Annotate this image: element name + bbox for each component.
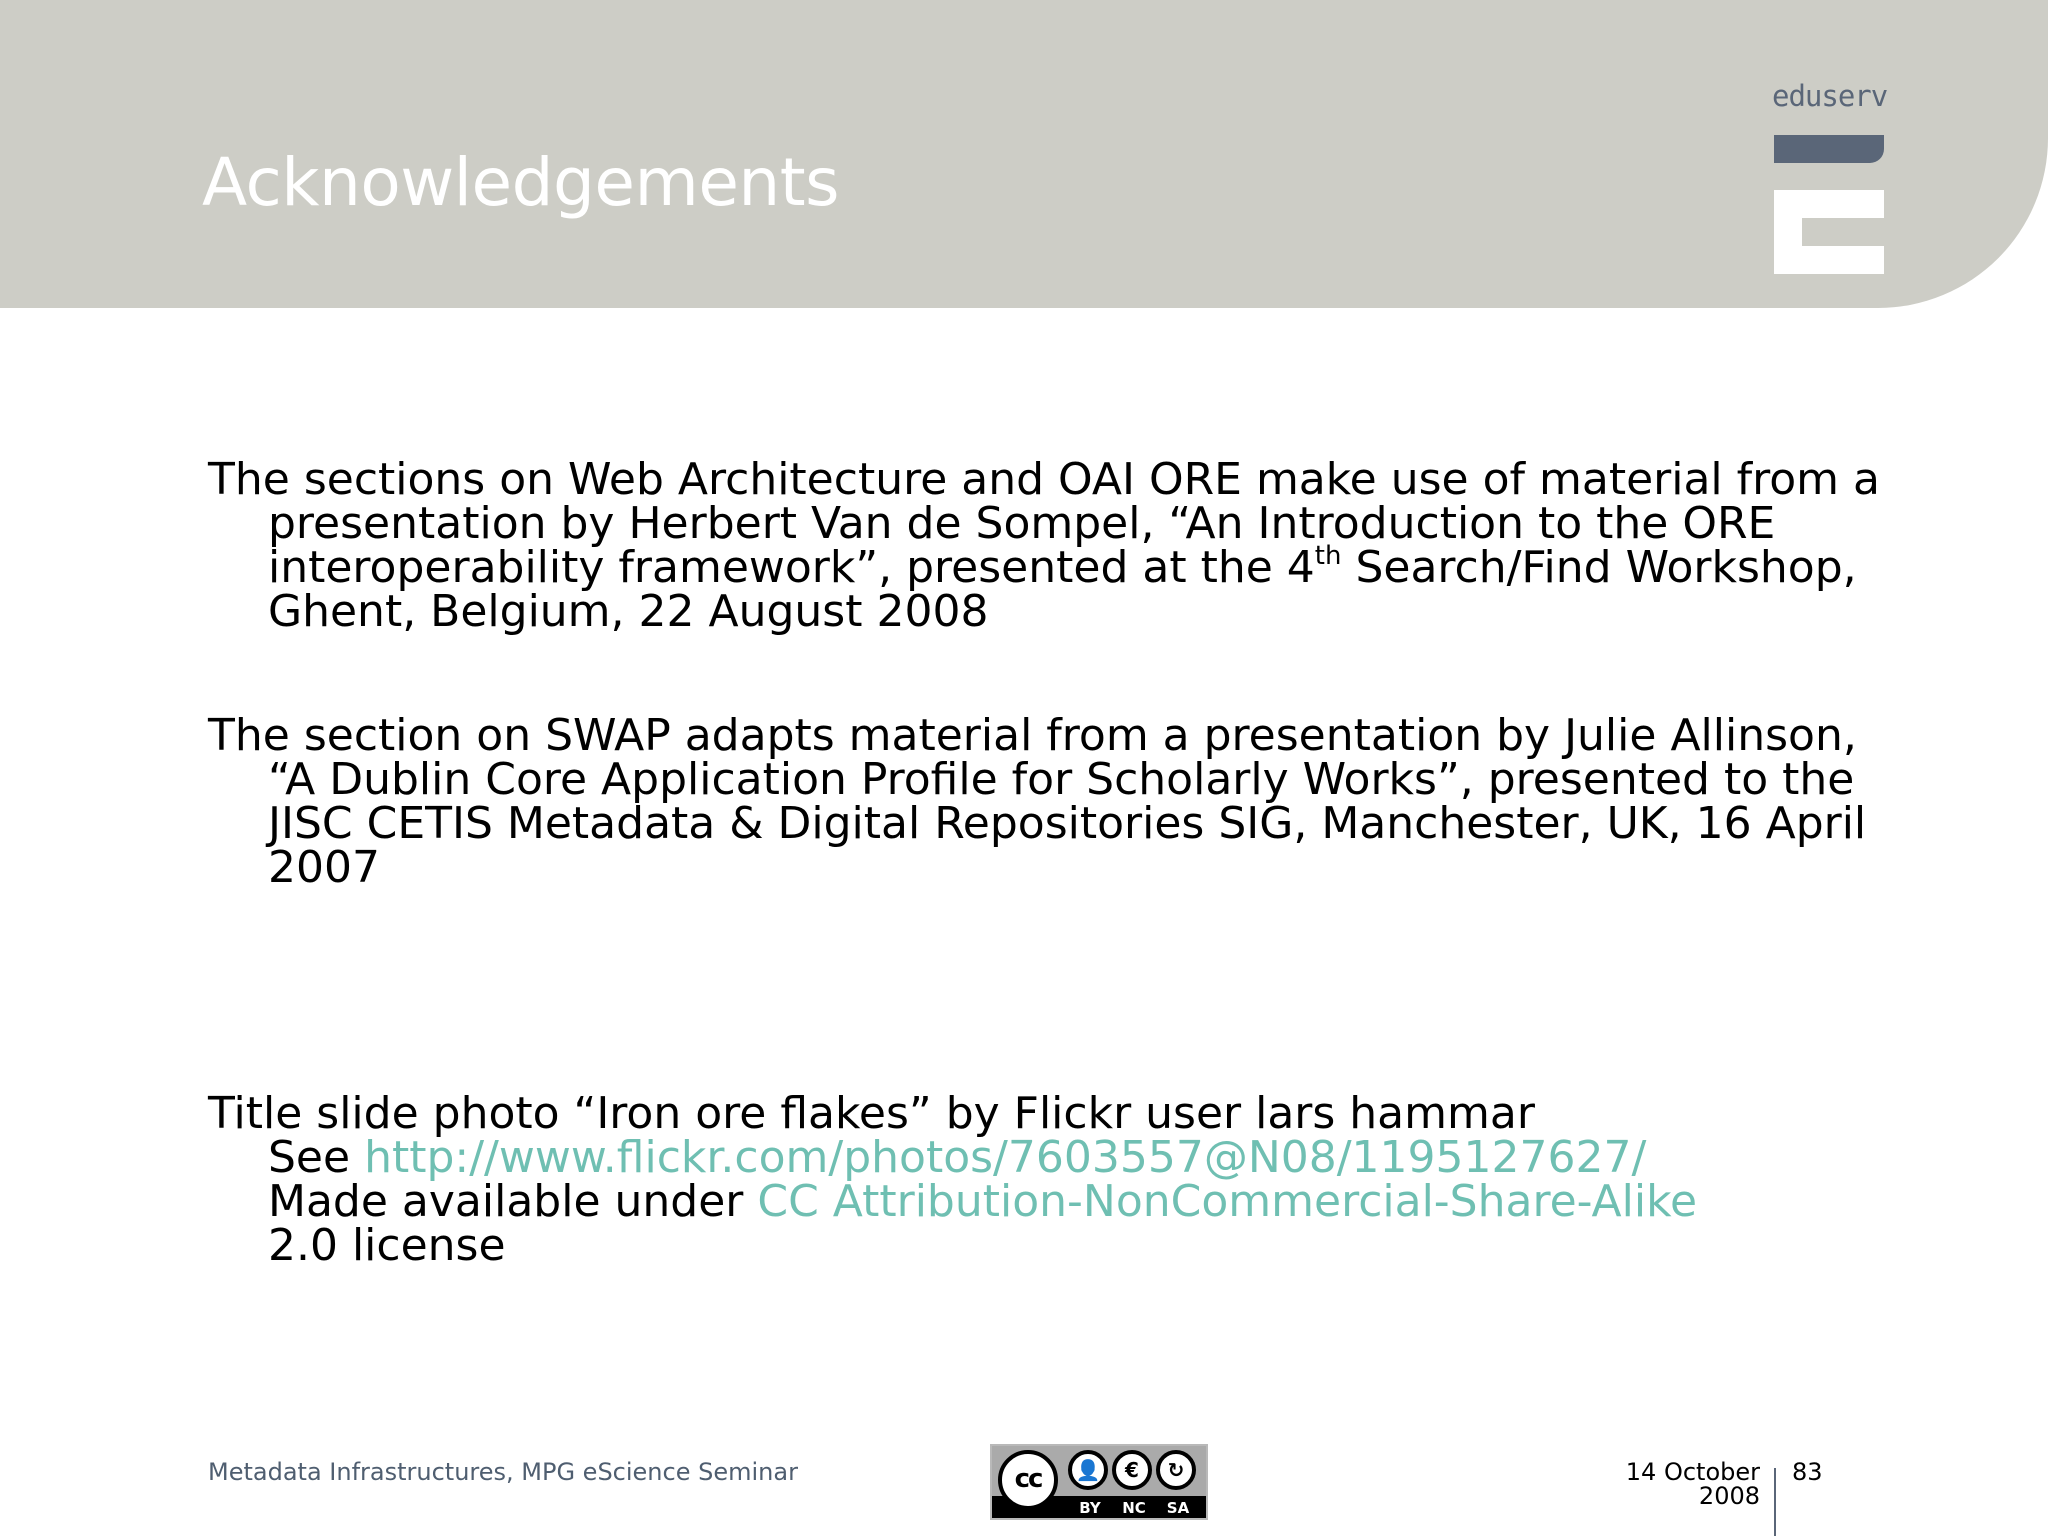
- license-suffix: 2.0 license: [268, 1220, 506, 1271]
- acknowledgement-photo: [208, 1088, 1908, 1271]
- ore-text: The sections on Web Architecture and OAI ORE make use of material from a presentation by Herbert Van de Sompel, “An Introduction to the ORE interoperability framework”, presented at the 4: [208, 454, 1880, 593]
- logo-bar: [1774, 135, 1884, 163]
- slide-title: Acknowledgements: [202, 144, 840, 221]
- sharealike-icon: ↻: [1156, 1450, 1196, 1490]
- footer-divider: [1774, 1468, 1776, 1536]
- attribution-icon: 👤: [1068, 1450, 1108, 1490]
- cc-label-sa: SA: [1166, 1499, 1190, 1517]
- logo-wordmark: eduserv: [1772, 79, 1888, 113]
- eduserv-logo: [1772, 79, 1888, 274]
- page-number: 83: [1792, 1458, 1823, 1486]
- footer-event: Metadata Infrastructures, MPG eScience Seminar: [208, 1458, 798, 1486]
- footer-date: 14 October 2008: [1625, 1458, 1760, 1510]
- license-prefix: Made available under: [268, 1176, 758, 1227]
- photo-link[interactable]: http://www.flickr.com/photos/7603557@N08/1195127627/: [364, 1132, 1647, 1183]
- cc-license-badge[interactable]: [990, 1444, 1208, 1520]
- photo-credit: Title slide photo “Iron ore flakes” by Flickr user lars hammar: [208, 1088, 1535, 1139]
- logo-mark: [1774, 190, 1884, 274]
- cc-label-by: BY: [1079, 1499, 1101, 1517]
- ore-text-after: Search/Find Workshop, Ghent, Belgium, 22 August 2008: [268, 542, 1857, 637]
- acknowledgement-ore: [208, 454, 1908, 637]
- cc-label-nc: NC: [1122, 1499, 1146, 1517]
- cc-icon: cc: [998, 1450, 1058, 1510]
- ore-superscript: th: [1314, 541, 1342, 571]
- cc-labels: [1062, 1498, 1206, 1518]
- see-label: See: [268, 1132, 365, 1183]
- license-link[interactable]: CC Attribution-NonCommercial-Share-Alike: [757, 1176, 1698, 1227]
- acknowledgement-swap: The section on SWAP adapts material from a presentation by Julie Allinson, “A Dublin Core Application Profile for Scholarly Works”, presented to the JISC CETIS Metadata & Digital Repositories SIG, Manchester, UK, 16 April 2007: [208, 710, 1867, 893]
- noncommercial-icon: €: [1112, 1450, 1152, 1490]
